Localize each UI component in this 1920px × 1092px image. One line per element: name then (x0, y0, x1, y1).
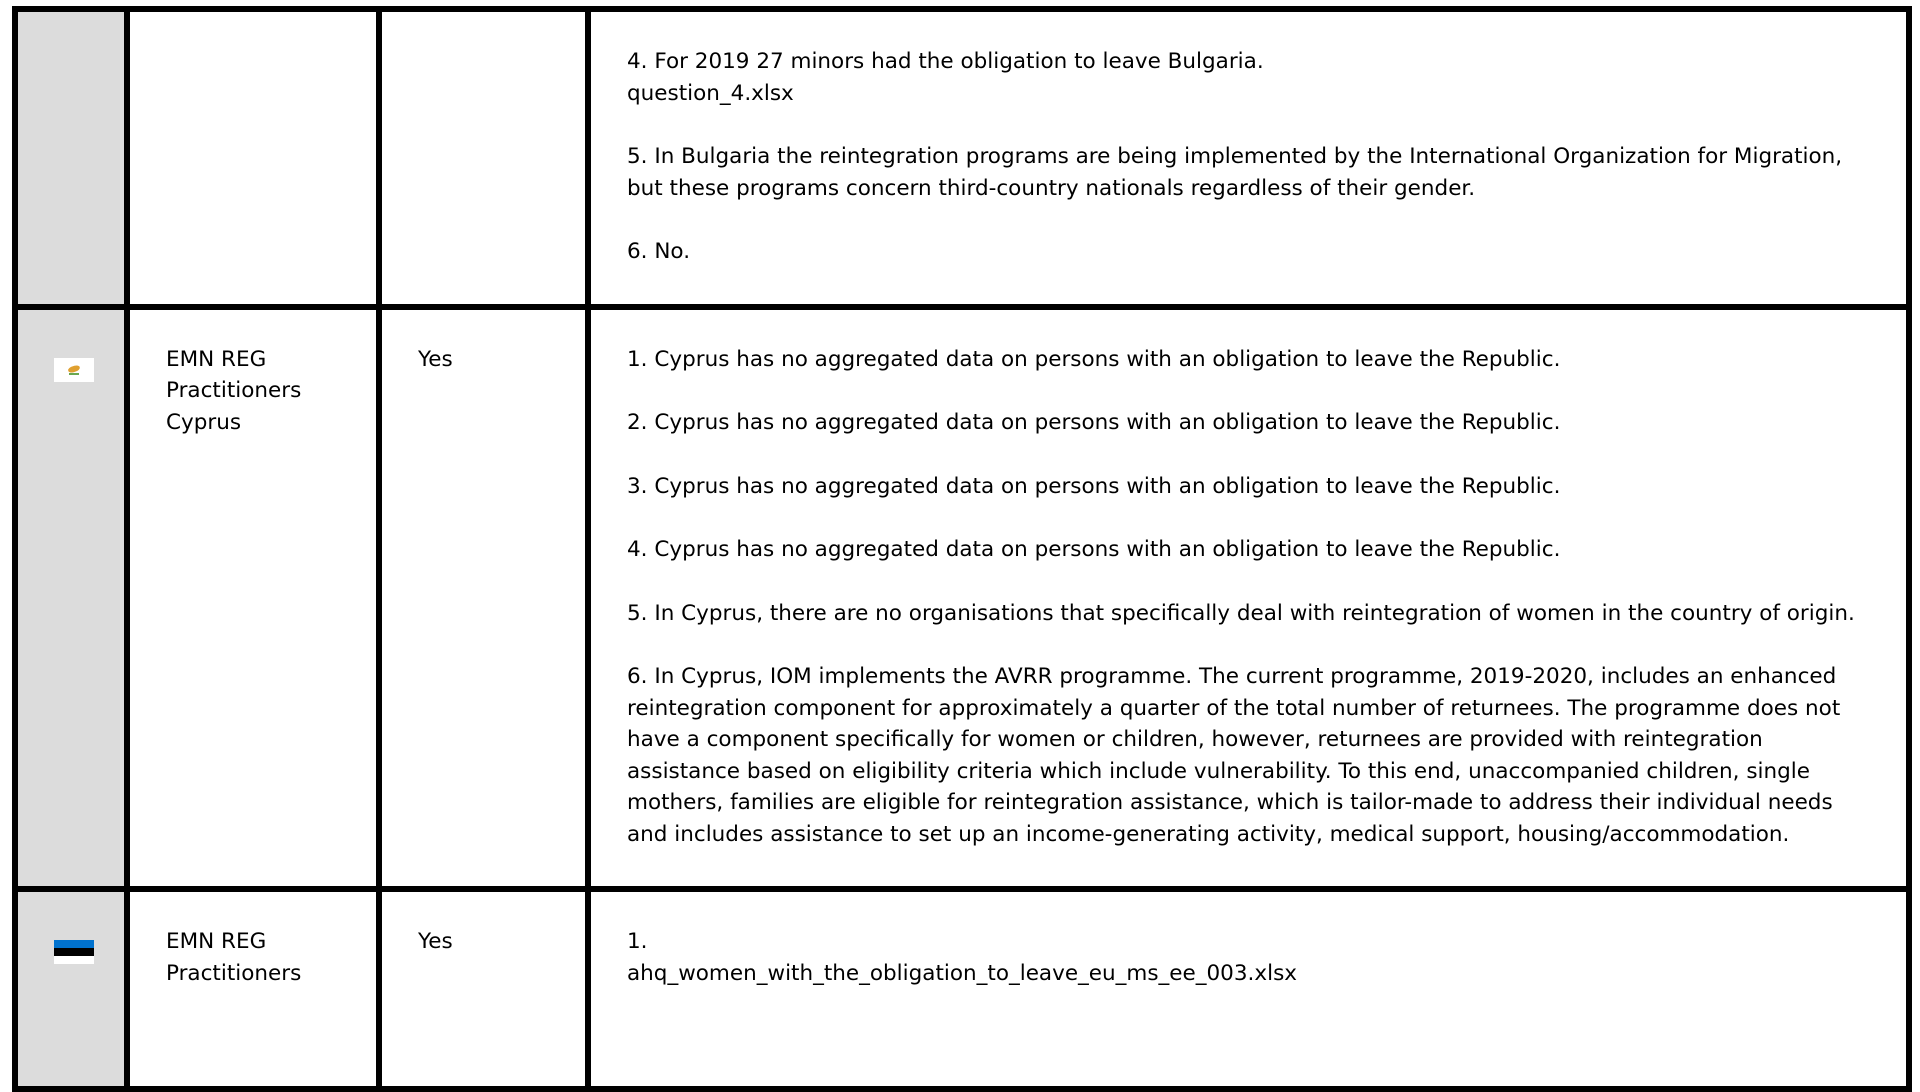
network-cell (127, 889, 379, 1089)
answer-paragraph: 1. ahq_women_with_the_obligation_to_leave_eu_ms_ee_003.xlsx (627, 926, 1876, 989)
network-label: Practitioners (166, 960, 302, 986)
network-cell (127, 9, 379, 307)
file-link[interactable]: question_4.xlsx (627, 80, 794, 106)
answer-paragraph: 4. Cyprus has no aggregated data on persons with an obligation to leave the Republic. (627, 537, 1561, 562)
network-label: EMN REG (166, 929, 267, 954)
flag-cell (15, 9, 127, 307)
answer-paragraph: 5. In Bulgaria the reintegration programs are being implemented by the International Organization for Migration, but these programs concern third-country nationals regardless of their gender. (627, 144, 1843, 201)
estonia-flag-icon (54, 940, 94, 964)
flag-cell (15, 889, 127, 1089)
cyprus-flag-icon (54, 358, 94, 382)
file-link[interactable]: ahq_women_with_the_obligation_to_leave_eu_ms_ee_003.xlsx (627, 960, 1297, 986)
response-value: Yes (418, 929, 453, 954)
network-label: Cyprus (166, 409, 242, 435)
response-cell (379, 9, 588, 307)
table-row (15, 889, 1909, 1089)
responses-table (12, 6, 1912, 1092)
answer-paragraph: 1. Cyprus has no aggregated data on persons with an obligation to leave the Republic. (627, 346, 1561, 372)
answer-paragraph: 6. No. (627, 239, 691, 264)
table-row (15, 307, 1909, 890)
answer-paragraph: 3. Cyprus has no aggregated data on persons with an obligation to leave the Republic. (627, 473, 1561, 499)
answer-paragraph: 4. For 2019 27 minors had the obligation to leave Bulgaria. question_4.xlsx (627, 46, 1876, 109)
flag-cell (15, 307, 127, 890)
table-row (15, 9, 1909, 307)
network-cell (127, 307, 379, 890)
response-cell (379, 307, 588, 890)
answer-paragraph: 5. In Cyprus, there are no organisations that specifically deal with reintegration of women in the country of origin. (627, 600, 1855, 626)
answer-cell (588, 9, 1909, 307)
answer-paragraph: 6. In Cyprus, IOM implements the AVRR programme. The current programme, 2019-2020, includes an enhanced reintegration component for approximately a quarter of the total number of returnees. The programme does not have a component specifically for women or children, however, returnees are provided with reintegration assistance based on eligibility criteria which include vulnerability. To this end, unaccompanied children, single mothers, families are eligible for reintegration assistance, which is tailor-made to address their individual needs and includes assistance to set up an income-generating activity, medical support, housing/accommodation. (627, 664, 1841, 847)
response-cell (379, 889, 588, 1089)
response-value: Yes (418, 346, 453, 372)
answer-cell (588, 889, 1909, 1089)
answer-cell (588, 307, 1909, 890)
network-label: Practitioners (166, 378, 302, 403)
answer-paragraph: 2. Cyprus has no aggregated data on persons with an obligation to leave the Republic. (627, 410, 1561, 435)
network-label: EMN REG (166, 346, 267, 372)
